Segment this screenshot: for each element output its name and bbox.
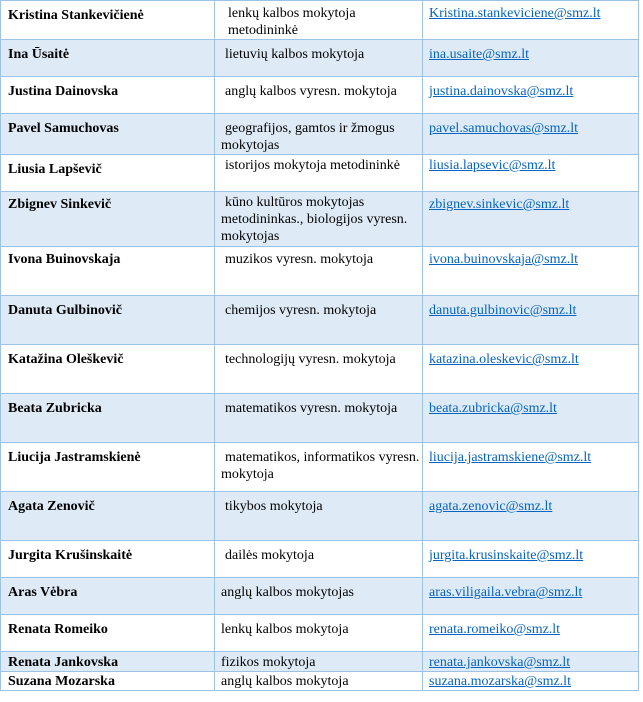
table-row xyxy=(1,155,639,192)
teacher-name: Ivona Buinovskaja xyxy=(1,247,215,296)
teacher-email-link[interactable]: Kristina.stankeviciene@smz.lt xyxy=(429,6,601,21)
table-row xyxy=(1,578,639,615)
teacher-email-link[interactable]: agata.zenovic@smz.lt xyxy=(429,499,553,514)
teacher-name: Renata Romeiko xyxy=(1,615,215,652)
teacher-name: Danuta Gulbinovič xyxy=(1,296,215,345)
table-row xyxy=(1,492,639,541)
teacher-position: tikybos mokytoja xyxy=(215,492,423,541)
table-row xyxy=(1,652,639,672)
table-row xyxy=(1,345,639,394)
teacher-position: anglų kalbos vyresn. mokytoja xyxy=(215,77,423,114)
teacher-position: istorijos mokytoja metodininkė xyxy=(215,155,423,192)
teacher-name: Agata Zenovič xyxy=(1,492,215,541)
teacher-email-link[interactable]: danuta.gulbinovic@smz.lt xyxy=(429,303,577,318)
teacher-email-link[interactable]: renata.romeiko@smz.lt xyxy=(429,622,561,637)
teacher-name: Ina Ūsaitė xyxy=(1,40,215,77)
table-row xyxy=(1,192,639,247)
teacher-position: matematikos, informatikos vyresn. mokytoja xyxy=(215,443,423,492)
teacher-name: Liucija Jastramskienė xyxy=(1,443,215,492)
teacher-email-link[interactable]: pavel.samuchovas@smz.lt xyxy=(429,121,578,136)
teacher-name: Pavel Samuchovas xyxy=(1,114,215,155)
teacher-position: muzikos vyresn. mokytoja xyxy=(215,247,423,296)
teacher-position: lenkų kalbos mokytoja metodininkė xyxy=(215,1,423,40)
teacher-email-link[interactable]: beata.zubricka@smz.lt xyxy=(429,401,557,416)
table-row xyxy=(1,443,639,492)
teacher-email-link[interactable]: ina.usaite@smz.lt xyxy=(429,47,529,62)
table-row xyxy=(1,615,639,652)
teacher-name: Suzana Mozarska xyxy=(1,672,215,691)
teacher-email-link[interactable]: justina.dainovska@smz.lt xyxy=(429,84,574,99)
table-row xyxy=(1,40,639,77)
teacher-name: Renata Jankovska xyxy=(1,652,215,672)
teacher-email-link[interactable]: liusia.lapsevic@smz.lt xyxy=(429,158,556,173)
teacher-email-link[interactable]: aras.viligaila.vebra@smz.lt xyxy=(429,585,583,600)
teacher-email-link[interactable]: renata.jankovska@smz.lt xyxy=(429,655,571,670)
teacher-name: Jurgita Krušinskaitė xyxy=(1,541,215,578)
table-row xyxy=(1,394,639,443)
table-row xyxy=(1,247,639,296)
teacher-position: chemijos vyresn. mokytoja xyxy=(215,296,423,345)
teacher-name: Kristina Stankevičienė xyxy=(1,1,215,40)
teacher-position: lietuvių kalbos mokytoja xyxy=(215,40,423,77)
table-row xyxy=(1,296,639,345)
teacher-position: anglų kalbos mokytoja xyxy=(215,672,423,691)
teacher-name: Aras Vėbra xyxy=(1,578,215,615)
teacher-position: dailės mokytoja xyxy=(215,541,423,578)
teacher-position: kūno kultūros mokytojas metodininkas., biologijos vyresn. mokytojas xyxy=(215,192,423,247)
table-row xyxy=(1,1,639,40)
table-row xyxy=(1,77,639,114)
teacher-position: technologijų vyresn. mokytoja xyxy=(215,345,423,394)
table-row xyxy=(1,114,639,155)
teacher-email-link[interactable]: zbignev.sinkevic@smz.lt xyxy=(429,197,570,212)
teacher-email-link[interactable]: liucija.jastramskiene@smz.lt xyxy=(429,450,592,465)
teacher-position: anglų kalbos mokytojas xyxy=(215,578,423,615)
teacher-name: Zbignev Sinkevič xyxy=(1,192,215,247)
teacher-name: Beata Zubricka xyxy=(1,394,215,443)
teacher-name: Justina Dainovska xyxy=(1,77,215,114)
teacher-email-link[interactable]: ivona.buinovskaja@smz.lt xyxy=(429,252,578,267)
teacher-name: Katažina Oleškevič xyxy=(1,345,215,394)
teacher-email-link[interactable]: jurgita.krusinskaite@smz.lt xyxy=(429,548,584,563)
teacher-name: Liusia Lapševič xyxy=(1,155,215,192)
table-row xyxy=(1,541,639,578)
teacher-position: fizikos mokytoja xyxy=(215,652,423,672)
teacher-position: matematikos vyresn. mokytoja xyxy=(215,394,423,443)
table-row xyxy=(1,672,639,691)
teacher-position: lenkų kalbos mokytoja xyxy=(215,615,423,652)
teacher-email-link[interactable]: katazina.oleskevic@smz.lt xyxy=(429,352,579,367)
teacher-position: geografijos, gamtos ir žmogus mokytojas xyxy=(215,114,423,155)
teacher-email-link[interactable]: suzana.mozarska@smz.lt xyxy=(429,674,571,689)
